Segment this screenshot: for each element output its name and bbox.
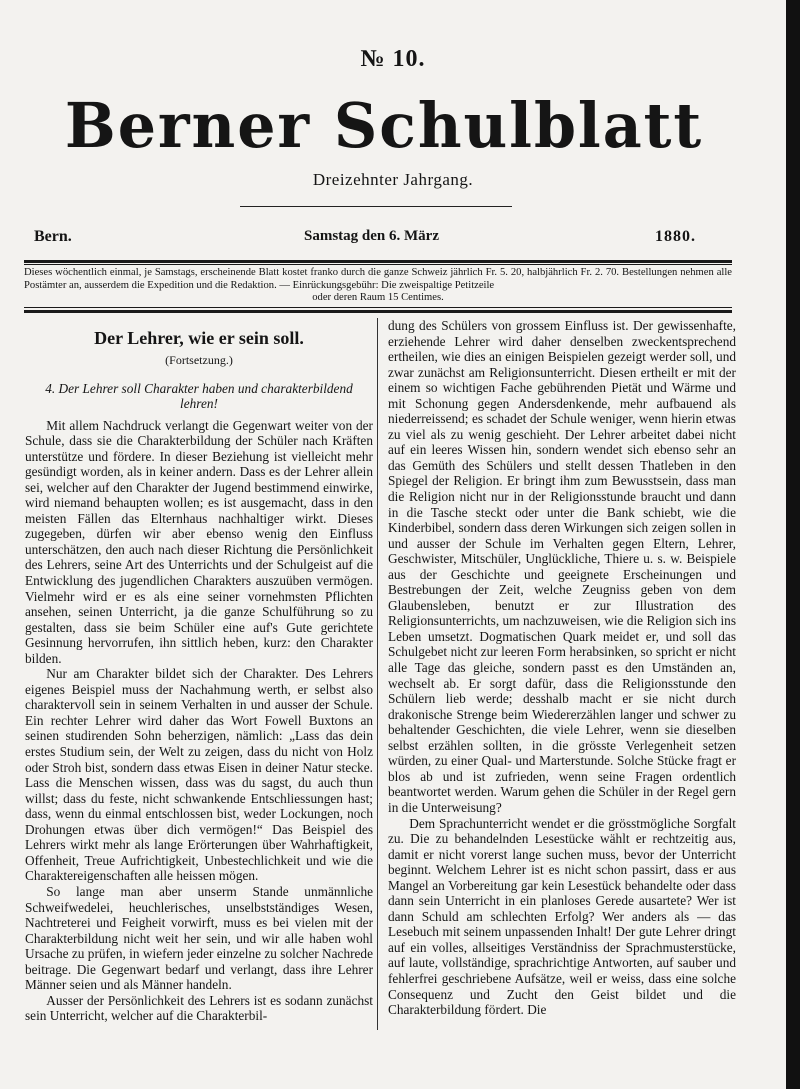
scan-edge	[786, 0, 800, 1089]
paragraph: Dem Sprachunterricht wendet er die grösstmögliche Sorgfalt zu. Die zu behandelnden Lesestücke wählt er rechtzeitig aus, damit er nicht vorerst lange suchen muss, bevor der Unterricht beginnt. Welchem Lehrer ist es nicht schon passirt, dass er aus Mangel an Vorbereitung gar kein Lesestück behandelte oder dass dann sein Unterricht in ein planloses Gerede ausartete? Wer ist dann Schuld am schlechten Erfolg? Wer anders als — das Lesebuch mit seinem unpassenden Inhalt! Der gute Lehrer dringt auf ein volles, allseitiges Verständniss der Sprachmusterstücke, auf laute, vollständige, sprachrichtige Antworten, auf sauber und fehlerfrei geschriebene Aufsätze, weil er weiss, dass eine solche Consequenz und Zucht den Geist bildet und die Charakterbildung fördert. Die	[388, 815, 736, 1018]
divider	[24, 264, 732, 265]
paragraph: Ausser der Persönlichkeit des Lehrers ist es sodann zunächst sein Unterricht, welcher auf die Charakterbil-	[25, 992, 373, 1024]
notice-line-2: oder deren Raum 15 Centimes.	[312, 292, 444, 303]
divider	[24, 307, 732, 308]
paragraph: Nur am Charakter bildet sich der Charakter. Des Lehrers eigenes Beispiel muss der Nachahmung werth, er selbst also charaktervoll sein in seinem Verhalten in und ausser der Schule. Ein rechter Lehrer wird daher das Wort Fowell Buxtons an seinen studirenden Sohn beherzigen, nämlich: „Lass das dein erstes Studium sein, der Welt zu zeigen, dass du nicht von Holz oder Stroh bist, sondern dass etwas Eisen in deiner Natur stecke. Lass die Menschen wissen, dass was du sagst, du auch thun willst; dass du feste, nicht schwankende Entschliessungen hast; dass, wenn du einmal entschlossen bist, weder Lockungen, noch Drohungen etwas über dich vermögen!“ Das Beispiel des Lehrers wirkt mehr als lange Erörterungen über Wahrhaftigkeit, Offenheit, Treue Aufrichtigkeit, Unbestechlichkeit und wie die Charaktereigenschaften alle heissen mögen.	[25, 666, 373, 884]
divider	[240, 206, 512, 207]
issue-year: 1880.	[655, 228, 696, 245]
article-subtitle: (Fortsetzung.)	[165, 353, 233, 367]
paragraph: Mit allem Nachdruck verlangt die Gegenwart weiter von der Schule, dass sie die Charakterbildung der Schüler nach Kräften unterstütze und fördere. In dieser Beziehung ist vielleicht mehr gesündigt worden, als in keiner andern. Dass es der Lehrer allein sei, welcher auf den Charakter der Jugend bestimmend einwirke, wird niemand behaupten wollen; es ist ausgemacht, dass in den meisten Fällen das Elternhaus nachhaltiger wirkt. Dieses zugegeben, dürfen wir aber ebenso wenig den Einfluss unterschätzen, den auch nach dieser Richtung die Persönlichkeit des Lehrers, seine Art des Unterrichts und der Schulgeist auf die Entwicklung des jugendlichen Charakters auszuüben vermögen. Vielmehr wird er es als eine seiner vornehmsten Pflichten ansehen, seinen Unterricht, ja die ganze Schulführung so zu gestalten, dass sie beim Schüler eine auf's Gute gerichtete Gesinnung hervorrufen, ihn sittlich heben, kurz: den Charakter bilden.	[25, 417, 373, 666]
issue-date: Samstag den 6. März	[304, 228, 439, 244]
subscription-notice	[24, 267, 732, 305]
notice-line-1: Dieses wöchentlich einmal, je Samstags, erscheinende Blatt kostet franko durch die ganze Schweiz jährlich Fr. 5. 20, halbjährlich Fr. 2. 70. Bestellungen nehmen alle Postämter an, ausserdem die Expedition und die Redaktion. — Einrückungsgebühr: Die zweispaltige Petitzeile	[24, 267, 732, 291]
left-column	[25, 318, 373, 1024]
column-divider	[377, 318, 378, 1030]
section-heading: 4. Der Lehrer soll Charakter haben und charakterbildend lehren!	[45, 380, 353, 412]
right-column	[388, 318, 736, 1018]
divider	[24, 260, 732, 263]
volume-line: Dreizehnter Jahrgang.	[312, 170, 474, 189]
issue-number: № 10.	[360, 46, 426, 72]
article-title: Der Lehrer, wie er sein soll.	[94, 328, 304, 348]
city: Bern.	[34, 228, 72, 245]
dateline	[34, 228, 696, 248]
paragraph: dung des Schülers von grossem Einfluss ist. Der gewissenhafte, erziehende Lehrer wird daher denselben zweckentsprechend ertheilen, wie dies an einigen Beispielen gezeigt werder soll, und zwar zunächst am Religionsunterricht. Diesen ertheilt er mit der einem so wichtigen Fache gebührenden Pietät und Wärme und mit Schonung gegen Andersdenkende, mehr aufbauend als niederreissend; es schadet der Schule weniger, wenn hierin etwas zu viel als zu wenig geschieht. Der Lehrer arbeitet dabei nicht auf ein leeres Wissen hin, sondern wendet sich ebenso sehr an das Gemüth des Schülers und stellt dessen Thatleben in den Spiegel der Religion. Er bringt ihm zum Bewusstsein, dass man die Religion nicht nur in der Religionsstunde braucht und dann in die Tasche steckt oder unter die Bank schiebt, wie die Kinderbibel, sondern dass deren Wirkungen sich zeigen sollen in und ausser der Schule im Verhalten gegen Eltern, Lehrer, Geschwister, Mitschüler, Unglückliche, Thiere u. s. w. Beispiele aus der Geschichte und geeignete Erscheinungen und Bestrebungen der Zeit, welche Zeugniss geben von dem Glaubensleben, benutzt er zur Illustration des Religionsunterrichts, um nachzuweisen, wie die Religion sich ins Leben umsetzt. Dogmatischen Quark meidet er, und soll das Schulgebet nicht zur leeren Form herabsinken, so spricht er nicht alle Tage das gleiche, sondern passt es den Umständen an, wechselt ab. Er sorgt dafür, dass die Religionsstunde den Schülern lieb werde; desshalb macht er sie nicht durch drakonische Strenge beim Wiedererzählen langer und schwer zu behaltender Geschichten, die viele Lehrer, wenn sie dieselben selbst erzählen sollten, in die grösste Verlegenheit setzen würden, zu einer Qual- und Marterstunde. Solche Stücke fragt er blos ab und ist zufrieden, wenn seine Fragen ordentlich beantwortet werden. Warum gehen die Schüler in der Regel gern in die Unterweisung?	[388, 318, 736, 815]
divider	[24, 310, 732, 313]
masthead-title: Berner Schulblatt	[64, 89, 704, 162]
paragraph: So lange man aber unserm Stande unmännliche Schweifwedelei, heuchlerisches, unselbstständiges Wesen, Nachtreterei und Feigheit vorwirft, muss es bei vielen mit der Charakterbildung nicht weit her sein, und wir alle haben wohl Ursache zu prüfen, in wiefern jeder einzelne zu solcher Nachrede beitrage. Die Gegenwart bedarf und verlangt, dass ihre Lehrer Männer seien und als Männer handeln.	[25, 883, 373, 993]
